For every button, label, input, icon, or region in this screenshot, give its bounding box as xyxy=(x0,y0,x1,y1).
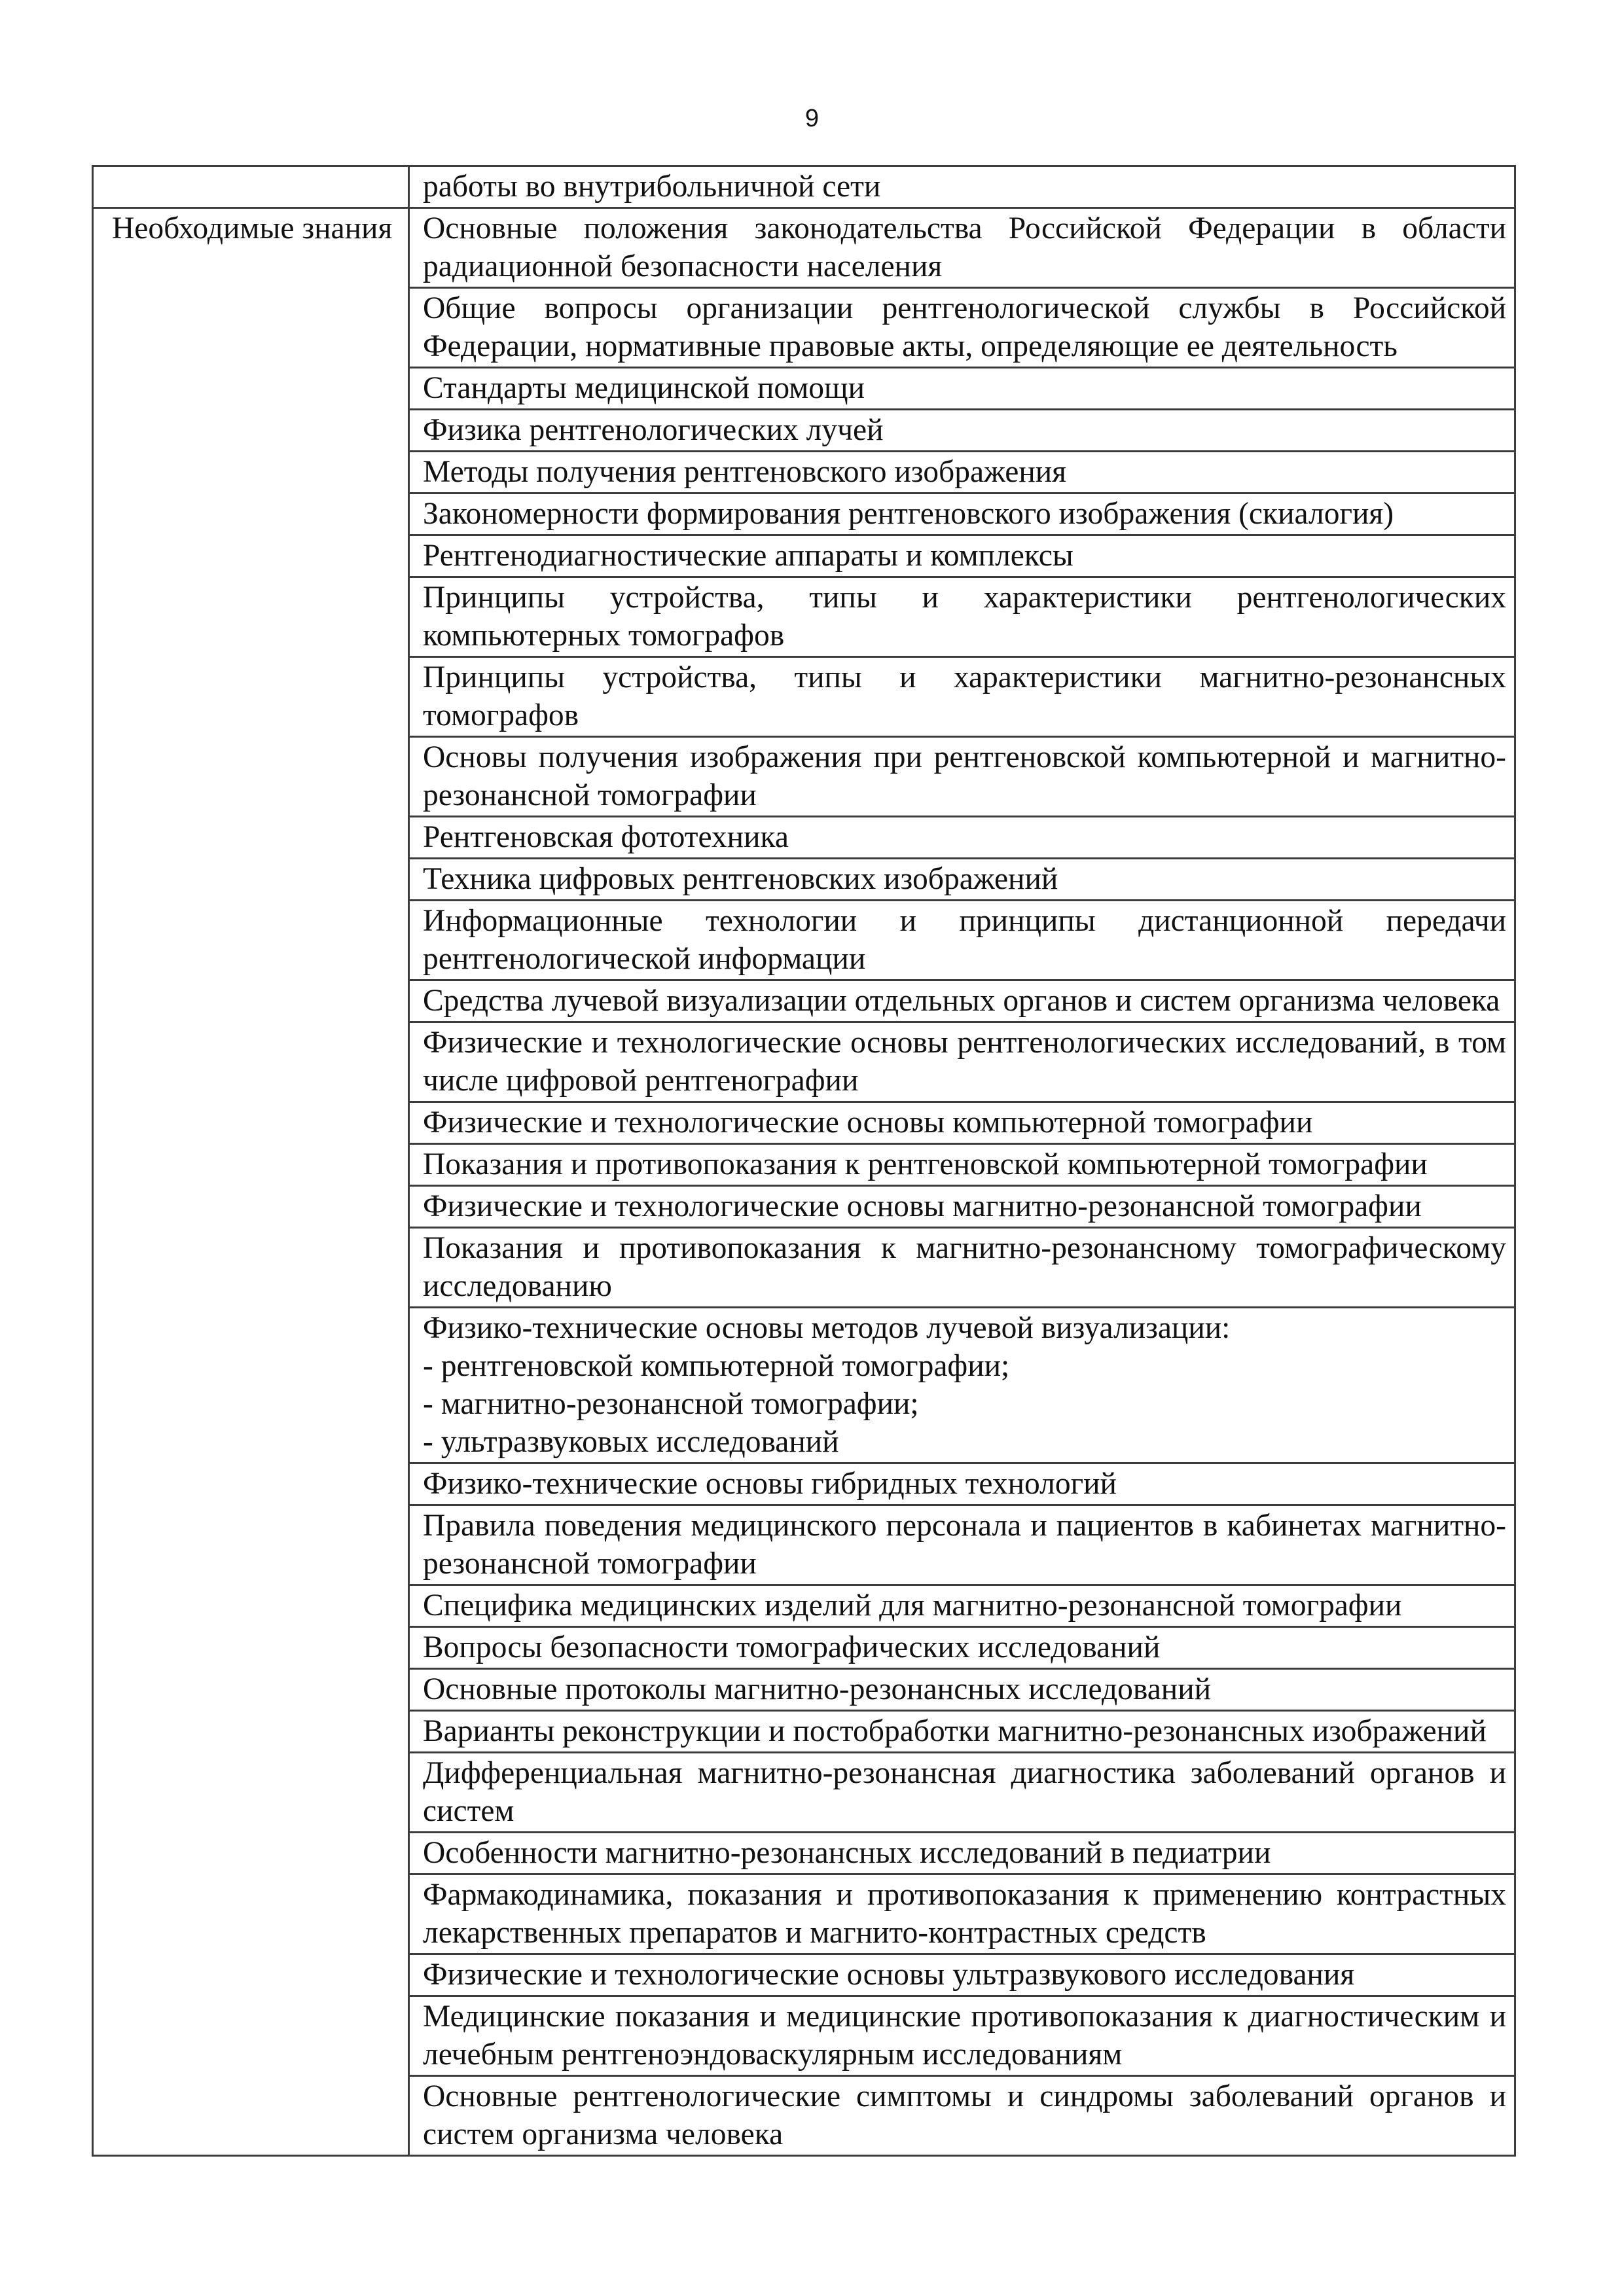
knowledge-item: Специфика медицинских изделий для магнитно-резонансной томографии xyxy=(409,1585,1515,1627)
page-number: 9 xyxy=(804,105,820,132)
knowledge-item: Принципы устройства, типы и характеристики рентгенологических компьютерных томографов xyxy=(409,577,1515,657)
knowledge-item: Основные рентгенологические симптомы и синдромы заболеваний органов и систем организма человека xyxy=(409,2076,1515,2156)
knowledge-item: Рентгеновская фототехника xyxy=(409,817,1515,859)
knowledge-item: Дифференциальная магнитно-резонансная диагностика заболеваний органов и систем xyxy=(409,1753,1515,1833)
requirements-table-body xyxy=(93,166,1515,2156)
knowledge-item: Информационные технологии и принципы дистанционной передачи рентгенологической информации xyxy=(409,901,1515,980)
knowledge-item: Средства лучевой визуализации отдельных органов и систем организма человека xyxy=(409,980,1515,1022)
knowledge-item: Общие вопросы организации рентгенологической службы в Российской Федерации, нормативные правовые акты, определяющие ее деятельность xyxy=(409,288,1515,368)
knowledge-item: Физические и технологические основы рентгенологических исследований, в том числе цифровой рентгенографии xyxy=(409,1022,1515,1102)
table-row xyxy=(93,208,1515,288)
knowledge-item: Основы получения изображения при рентгеновской компьютерной и магнитно-резонансной томографии xyxy=(409,737,1515,817)
knowledge-item: Фармакодинамика, показания и противопоказания к применению контрастных лекарственных препаратов и магнито-контрастных средств xyxy=(409,1874,1515,1954)
knowledge-item: Вопросы безопасности томографических исследований xyxy=(409,1627,1515,1669)
section-label: Необходимые знания xyxy=(93,208,409,2156)
knowledge-item: Закономерности формирования рентгеновского изображения (скиалогия) xyxy=(409,493,1515,535)
knowledge-item: Физические и технологические основы ультразвукового исследования xyxy=(409,1954,1515,1996)
knowledge-item: Основные положения законодательства Российской Федерации в области радиационной безопасности населения xyxy=(409,208,1515,288)
continuation-label-cell xyxy=(93,166,409,208)
continuation-row xyxy=(93,166,1515,208)
knowledge-item: Показания и противопоказания к магнитно-резонансному томографическому исследованию xyxy=(409,1228,1515,1308)
knowledge-item: Физические и технологические основы магнитно-резонансной томографии xyxy=(409,1186,1515,1228)
knowledge-item: Принципы устройства, типы и характеристики магнитно-резонансных томографов xyxy=(409,657,1515,737)
knowledge-item: Физические и технологические основы компьютерной томографии xyxy=(409,1102,1515,1144)
knowledge-item: Физико-технические основы гибридных технологий xyxy=(409,1463,1515,1505)
knowledge-item: Рентгенодиагностические аппараты и комплексы xyxy=(409,535,1515,577)
knowledge-item: Показания и противопоказания к рентгеновской компьютерной томографии xyxy=(409,1144,1515,1186)
knowledge-item: Техника цифровых рентгеновских изображений xyxy=(409,859,1515,901)
knowledge-item: Стандарты медицинской помощи xyxy=(409,368,1515,410)
continuation-text-cell: работы во внутрибольничной сети xyxy=(409,166,1515,208)
knowledge-item: Физико-технические основы методов лучевой визуализации: - рентгеновской компьютерной томографии; - магнитно-резонансной томографии; - ультразвуковых исследований xyxy=(409,1308,1515,1463)
knowledge-item: Методы получения рентгеновского изображения xyxy=(409,452,1515,493)
knowledge-item: Медицинские показания и медицинские противопоказания к диагностическим и лечебным рентгеноэндоваскулярным исследованиям xyxy=(409,1996,1515,2076)
knowledge-item: Варианты реконструкции и постобработки магнитно-резонансных изображений xyxy=(409,1711,1515,1753)
knowledge-item: Физика рентгенологических лучей xyxy=(409,410,1515,452)
requirements-table xyxy=(92,165,1516,2157)
knowledge-item: Правила поведения медицинского персонала и пациентов в кабинетах магнитно-резонансной томографии xyxy=(409,1505,1515,1585)
knowledge-item: Особенности магнитно-резонансных исследований в педиатрии xyxy=(409,1833,1515,1874)
knowledge-item: Основные протоколы магнитно-резонансных исследований xyxy=(409,1669,1515,1711)
